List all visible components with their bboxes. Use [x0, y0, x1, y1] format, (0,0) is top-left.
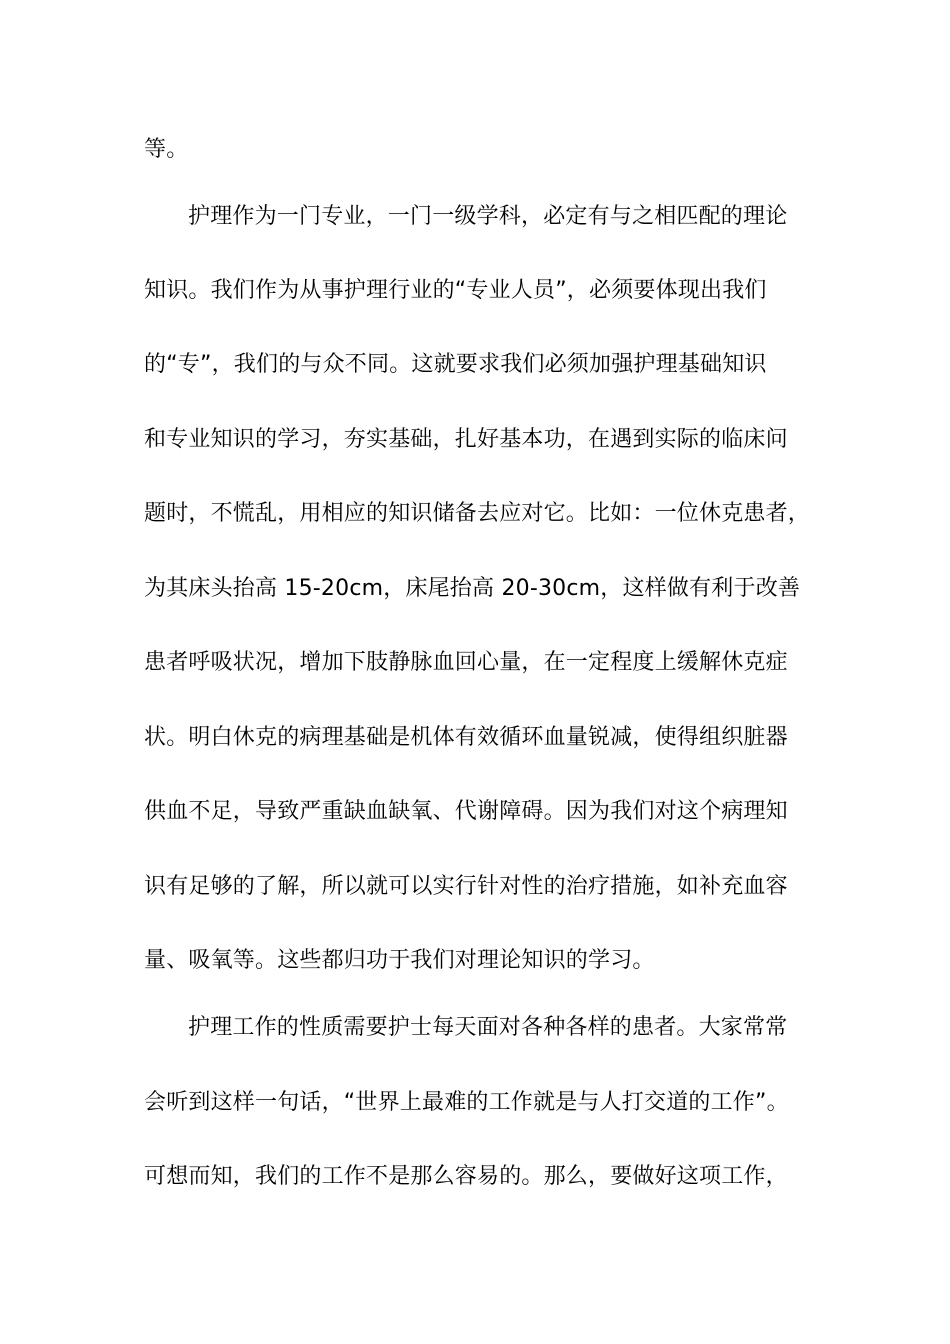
- text-line-7: 为其床头抬高 15-20cm，床尾抬高 20-30cm，这样做有利于改善: [144, 576, 801, 601]
- text-line-6: 题时，不慌乱，用相应的知识储备去应对它。比如：一位休克患者，: [144, 501, 811, 526]
- text-line-9: 状。明白休克的病理基础是机体有效循环血量锐减，使得组织脏器: [144, 725, 788, 750]
- text-line-12: 量、吸氧等。这些都归功于我们对理论知识的学习。: [144, 948, 655, 973]
- text-line-4: 的“专”，我们的与众不同。这就要求我们必须加强护理基础知识: [144, 352, 767, 377]
- text-line-1: 等。: [144, 137, 189, 162]
- text-line-15: 可想而知，我们的工作不是那么容易的。那么，要做好这项工作，: [144, 1164, 788, 1189]
- text-line-5: 和专业知识的学习，夯实基础，扎好基本功，在遇到实际的临床问: [144, 427, 788, 452]
- text-line-8: 患者呼吸状况，增加下肢静脉血回心量，在一定程度上缓解休克症: [144, 650, 788, 675]
- text-line-3: 知识。我们作为从事护理行业的“专业人员”，必须要体现出我们: [144, 278, 767, 303]
- paragraph-start-line-2: 护理作为一门专业，一门一级学科，必定有与之相匹配的理论: [188, 204, 788, 229]
- text-line-14: 会听到这样一句话，“世界上最难的工作就是与人打交道的工作”。: [144, 1090, 789, 1115]
- paragraph-start-line-13: 护理工作的性质需要护士每天面对各种各样的患者。大家常常: [188, 1015, 788, 1040]
- text-line-11: 识有足够的了解，所以就可以实行针对性的治疗措施，如补充血容: [144, 874, 788, 899]
- text-line-10: 供血不足，导致严重缺血缺氧、代谢障碍。因为我们对这个病理知: [144, 799, 788, 824]
